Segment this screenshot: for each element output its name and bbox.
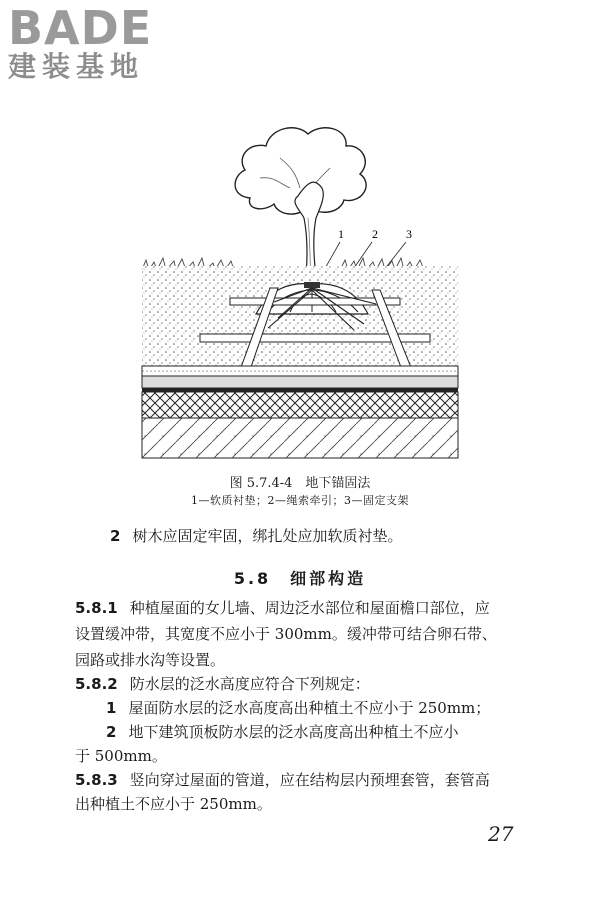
page-number: 27 — [488, 822, 514, 846]
clause-5-8-3-line2: 出种植土不应小于 250mm。 — [75, 795, 272, 813]
figure-label-2: 2 — [372, 227, 378, 241]
clause-5-8-2-item2 — [106, 722, 458, 742]
clause-5-8-2-item2-line2: 于 500mm。 — [75, 747, 167, 765]
figure-caption: 图 5.7.4-4 地下锚固法 — [229, 476, 371, 491]
item-2-number: 2 — [110, 527, 121, 545]
clause-5-8-2-text1: 防水层的泛水高度应符合下列规定： — [129, 675, 370, 693]
planting-soil — [142, 266, 458, 366]
item-2 — [110, 526, 402, 546]
waterproof-layer — [142, 388, 458, 392]
figure-label-1: 1 — [338, 227, 344, 241]
section-heading: 5.8 细部构造 — [233, 569, 367, 588]
anchoring-diagram-svg — [140, 118, 460, 464]
figure-anchoring-diagram — [140, 118, 460, 464]
clause-5-8-2-number: 5.8.2 — [75, 675, 118, 693]
structure-slab — [142, 418, 458, 458]
clause-5-8-3-line1 — [75, 770, 490, 790]
clause-5-8-1-line1 — [75, 598, 490, 618]
clause-5-8-2-item1-text: 屋面防水层的泛水高度高出种植土不应小于 250mm； — [128, 699, 491, 717]
figure-legend: 1—软质衬垫；2—绳索牵引；3—固定支架 — [191, 494, 409, 507]
clause-5-8-3-text1: 竖向穿过屋面的管道，应在结构层内预埋套管，套管高 — [129, 771, 490, 789]
clause-5-8-2-item2-text: 地下建筑顶板防水层的泛水高度高出种植土不应小 — [128, 723, 459, 741]
watermark-subtitle: 建装基地 — [8, 50, 145, 83]
clause-5-8-1-line2: 设置缓冲带，其宽度不应小于 300mm。缓冲带可结合卵石带、 — [75, 625, 497, 643]
clause-5-8-2-item1-number: 1 — [106, 699, 117, 717]
item-2-text: 树木应固定牢固，绑扎处应加软质衬垫。 — [132, 527, 403, 545]
clause-5-8-1-text1: 种植屋面的女儿墙、周边泛水部位和屋面檐口部位，应 — [129, 599, 490, 617]
clause-5-8-1-line3: 园路或排水沟等设置。 — [75, 651, 226, 669]
clause-5-8-2-item1 — [106, 698, 490, 718]
clause-5-8-2-line1 — [75, 674, 370, 694]
soft-pad — [304, 282, 320, 288]
watermark-logo — [8, 1, 153, 83]
watermark-logo-text: BADE — [8, 1, 153, 55]
clause-5-8-1-number: 5.8.1 — [75, 599, 118, 617]
drainage-layer — [142, 376, 458, 388]
figure-label-3: 3 — [406, 227, 412, 241]
clause-5-8-3-number: 5.8.3 — [75, 771, 118, 789]
insulation-layer — [142, 392, 458, 418]
clause-5-8-2-item2-number: 2 — [106, 723, 117, 741]
